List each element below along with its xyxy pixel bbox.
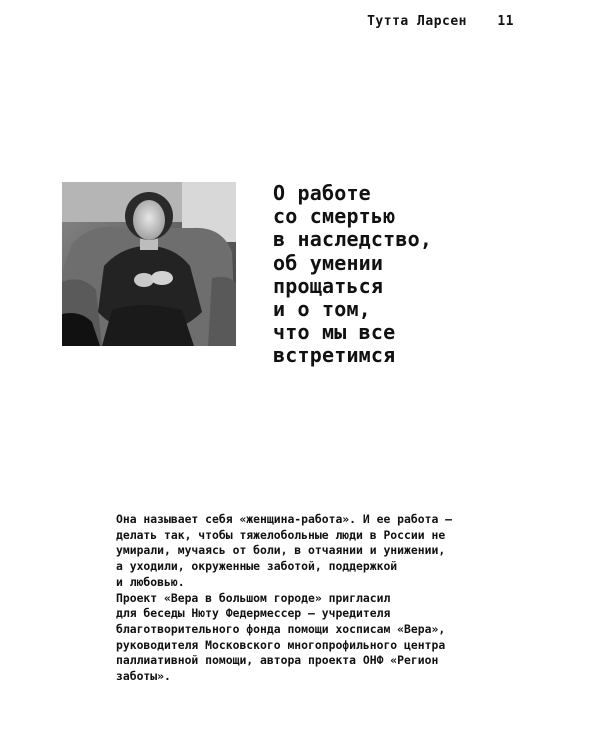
header-author: Тутта Ларсен xyxy=(367,14,468,29)
body-line: и любовью. xyxy=(116,574,185,589)
headline-line: в наследство, xyxy=(273,227,433,252)
body-line: паллиативной помощи, автора проекта ОНФ «Регион xyxy=(116,653,439,668)
headline-line: со смертью xyxy=(273,204,396,229)
body-line: заботы». xyxy=(116,669,171,684)
headline-line: и о том, xyxy=(273,297,371,322)
body-line: умирали, мучаясь от боли, в отчаянии и унижении, xyxy=(116,543,446,558)
body-line: делать так, чтобы тяжелобольные люди в России не xyxy=(116,527,446,542)
intro-paragraph xyxy=(116,512,496,685)
body-line: для беседы Нюту Федермессер — учредителя xyxy=(116,606,391,621)
running-header xyxy=(367,14,514,29)
headline-line: встретимся xyxy=(273,343,396,368)
body-line: а уходили, окруженные заботой, поддержкой xyxy=(116,559,398,574)
body-line: руководителя Московского многопрофильного центра xyxy=(116,637,446,652)
headline-line: О работе xyxy=(273,181,371,205)
headline-line: об умении xyxy=(273,250,384,275)
headline-line: прощаться xyxy=(273,273,384,298)
portrait-photo xyxy=(62,182,236,346)
page-number: 11 xyxy=(497,14,514,29)
body-line: Она называет себя «женщина-работа». И ее работа — xyxy=(116,512,453,526)
body-line: благотворительного фонда помощи хосписам «Вера», xyxy=(116,621,446,636)
body-line: Проект «Вера в большом городе» пригласил xyxy=(116,590,391,605)
headline xyxy=(273,182,432,368)
headline-line: что мы все xyxy=(273,320,396,345)
portrait-photo-illustration xyxy=(62,182,236,346)
